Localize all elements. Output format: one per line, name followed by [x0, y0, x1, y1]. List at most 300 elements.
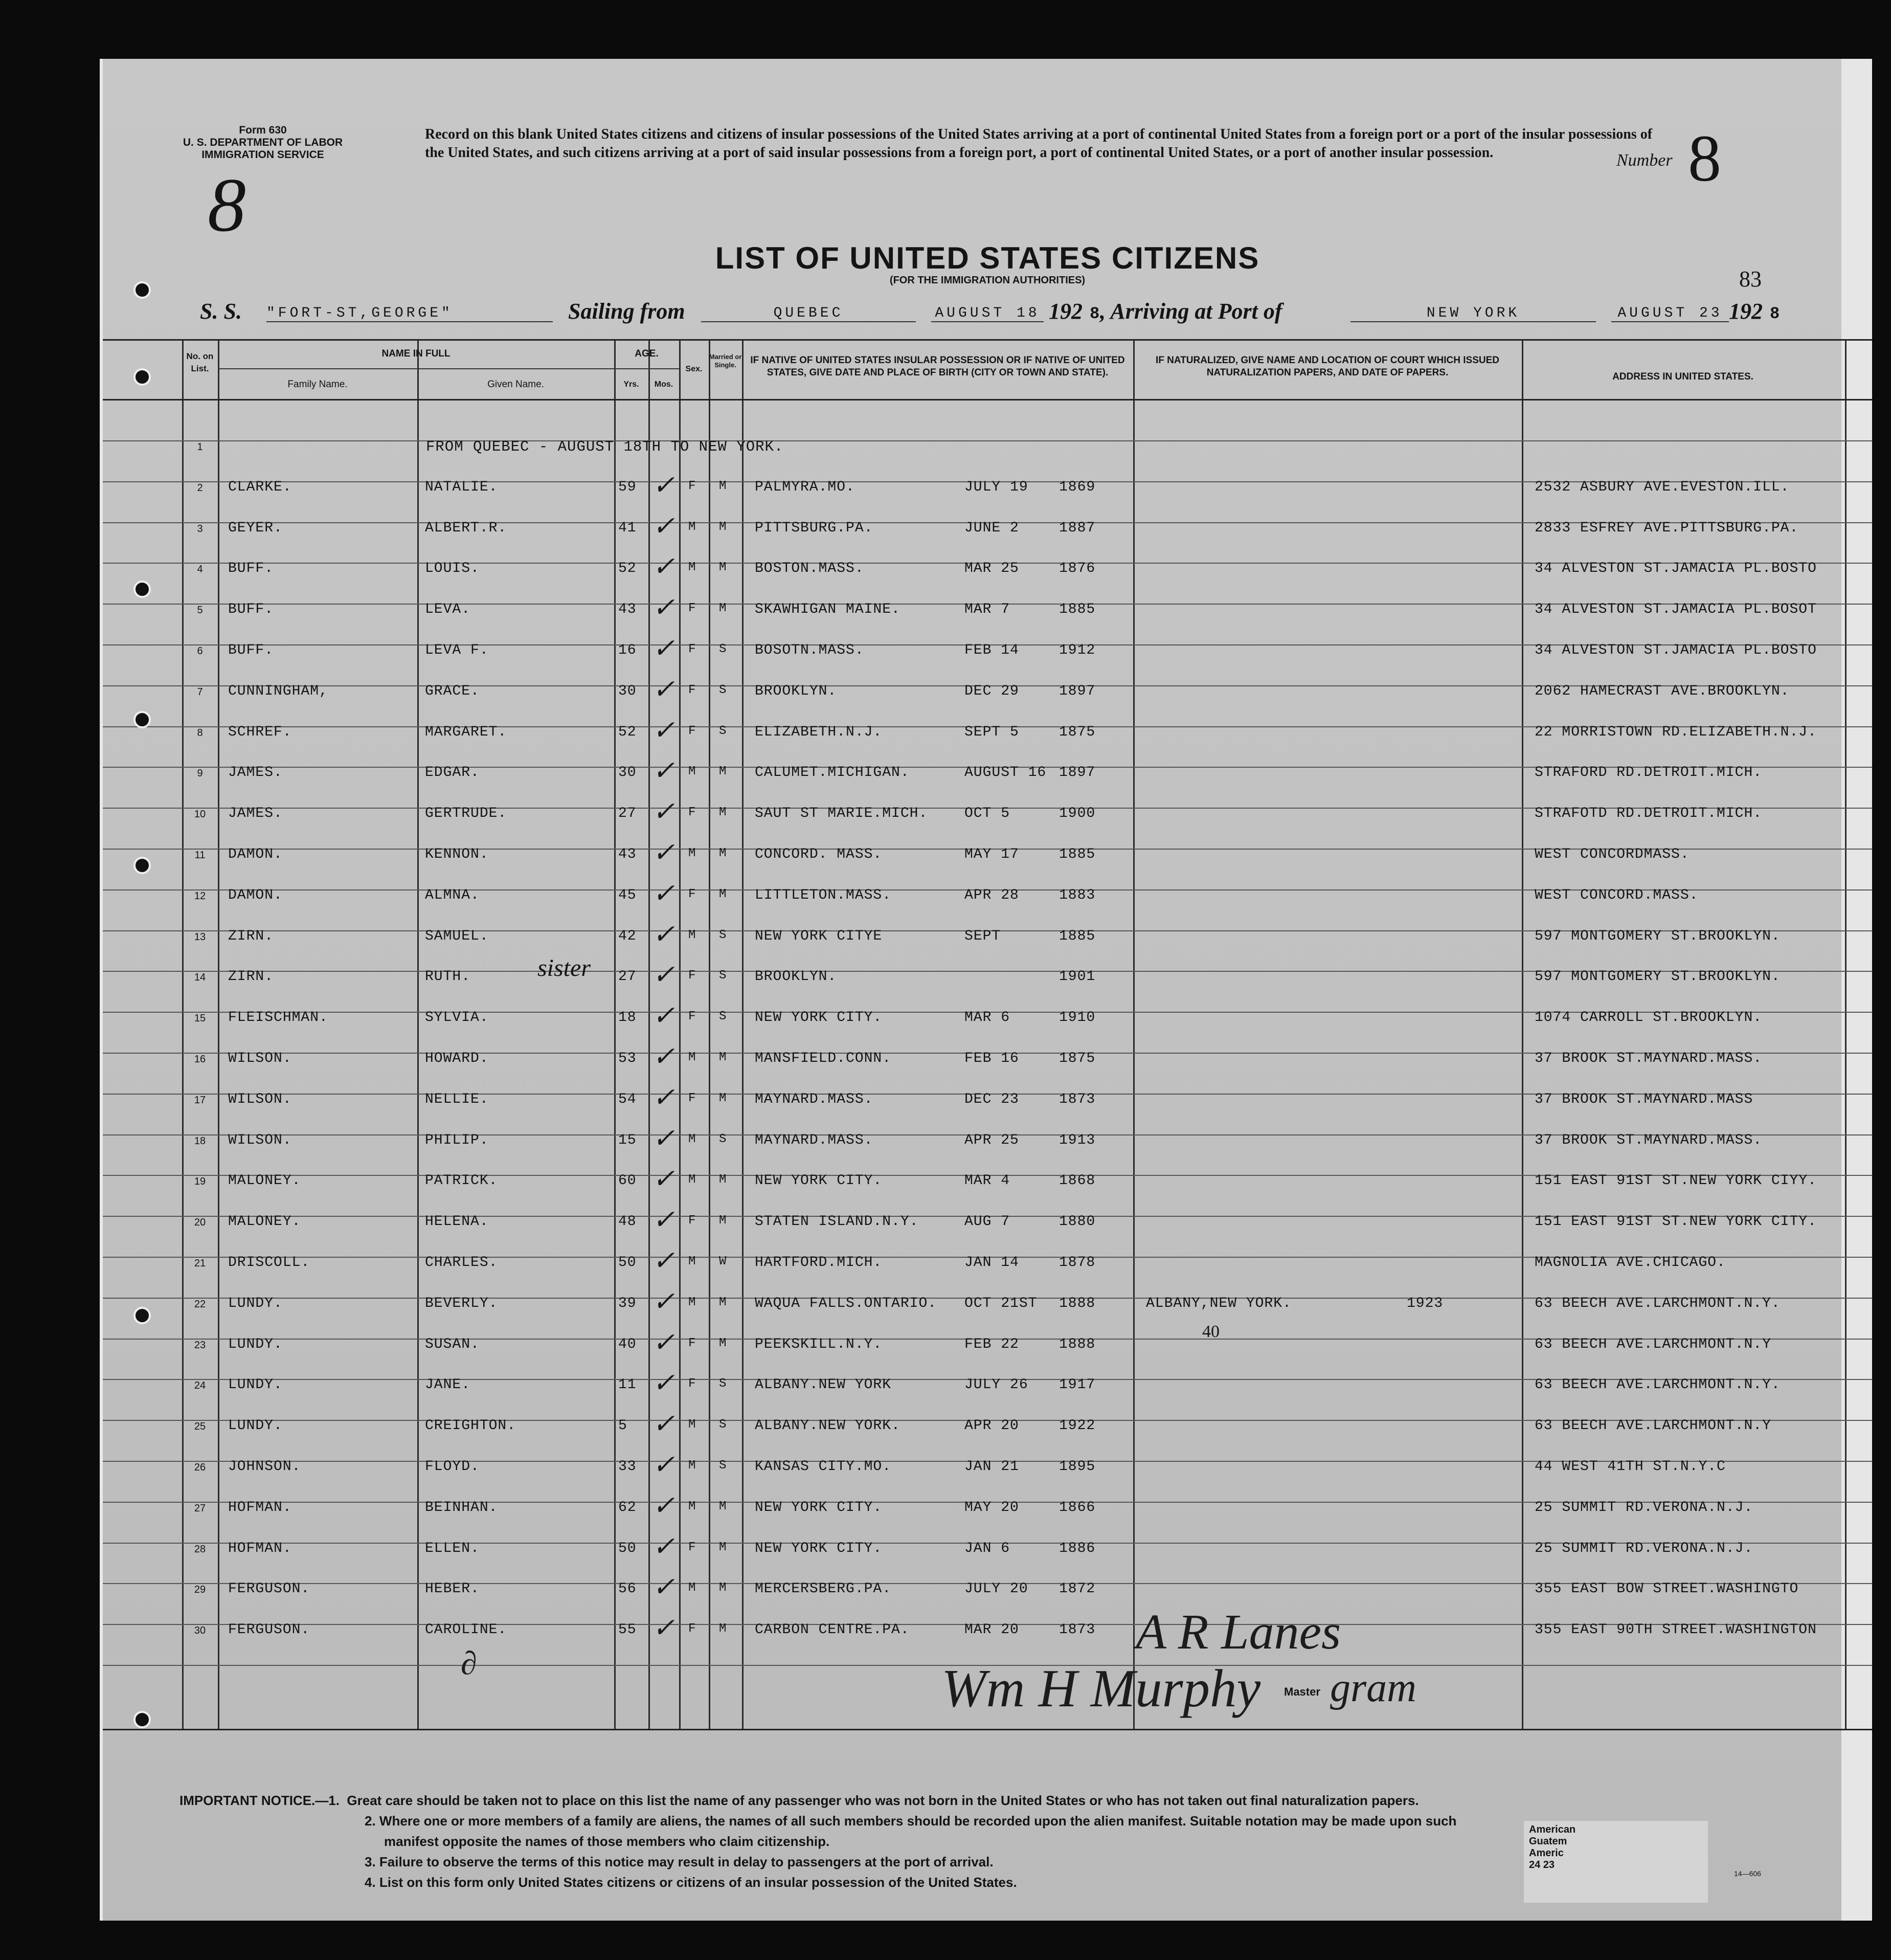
birth-year: 1885 — [1059, 847, 1096, 862]
age-years: 54 — [618, 1091, 637, 1107]
sex: M — [688, 1173, 696, 1187]
checkmark: ✓ — [652, 838, 675, 867]
checkmark: ✓ — [652, 961, 675, 990]
age-years: 33 — [618, 1459, 637, 1475]
birth-year: 1868 — [1059, 1173, 1096, 1189]
birth-year: 1897 — [1059, 765, 1096, 781]
birth-date: JAN 14 — [964, 1255, 1019, 1271]
given-name: HELENA. — [425, 1214, 489, 1230]
col-rule — [1133, 340, 1135, 1729]
checkmark: ✓ — [652, 1491, 675, 1521]
punch-hole — [133, 581, 151, 598]
col-rule — [182, 340, 184, 1729]
age-years: 50 — [618, 1540, 637, 1556]
age-years: 40 — [618, 1336, 637, 1352]
sex: M — [688, 1418, 696, 1432]
sex: F — [688, 969, 696, 983]
address: 2532 ASBURY AVE.EVESTON.ILL. — [1535, 479, 1790, 495]
sex: M — [688, 1255, 696, 1268]
birth-date: FEB 22 — [964, 1336, 1019, 1352]
family-name: WILSON. — [228, 1132, 292, 1148]
family-name: ZIRN. — [228, 969, 274, 985]
family-name: WILSON. — [228, 1091, 292, 1107]
birth-place: HARTFORD.MICH. — [755, 1255, 883, 1271]
given-name: HEBER. — [425, 1581, 480, 1597]
checkmark: ✓ — [652, 1001, 675, 1031]
birth-place: WAQUA FALLS.ONTARIO. — [755, 1295, 937, 1311]
col-rule — [1845, 340, 1847, 1729]
birth-year: 1913 — [1059, 1132, 1096, 1148]
age-years: 15 — [618, 1132, 637, 1148]
marital-status: S — [719, 969, 727, 983]
birth-place: NEW YORK CITY. — [755, 1499, 883, 1516]
given-name: BEINHAN. — [425, 1499, 498, 1516]
marital-status: M — [719, 602, 727, 616]
notice-heading: IMPORTANT NOTICE.—1. — [179, 1793, 340, 1808]
header-address: ADDRESS IN UNITED STATES. — [1612, 371, 1753, 382]
checkmark: ✓ — [652, 756, 675, 786]
header-no-on-list: No. on List. — [186, 351, 214, 373]
row-number: 11 — [194, 850, 206, 861]
marital-status: M — [719, 1499, 727, 1513]
sex: M — [688, 1581, 696, 1595]
row-number: 17 — [194, 1094, 206, 1106]
checkmark: ✓ — [652, 1451, 675, 1480]
birth-year: 1910 — [1059, 1010, 1096, 1026]
family-name: CUNNINGHAM, — [228, 683, 328, 699]
ship-name: "FORT-ST,GEORGE" — [266, 305, 553, 322]
sex: F — [688, 1091, 696, 1105]
address: 151 EAST 91ST ST.NEW YORK CIYY. — [1535, 1173, 1817, 1189]
birth-place: CALUMET.MICHIGAN. — [755, 765, 910, 781]
given-name: JANE. — [425, 1377, 471, 1393]
header-given-name: Given Name. — [487, 379, 544, 390]
address: 37 BROOK ST.MAYNARD.MASS — [1535, 1091, 1753, 1107]
given-name: GERTRUDE. — [425, 806, 507, 822]
given-name: LOUIS. — [425, 561, 480, 577]
birth-date: MAR 6 — [964, 1010, 1010, 1026]
row-number: 22 — [194, 1298, 206, 1310]
sex: F — [688, 1622, 696, 1636]
birth-date: MAR 25 — [964, 561, 1019, 577]
birth-year: 1886 — [1059, 1540, 1096, 1556]
family-name: SCHREF. — [228, 724, 292, 740]
header-yrs: Yrs. — [623, 380, 639, 389]
birth-date: DEC 23 — [964, 1091, 1019, 1107]
birth-year: 1875 — [1059, 1051, 1096, 1066]
punch-hole — [133, 857, 151, 874]
row-number: 25 — [194, 1421, 206, 1433]
manifest-sheet — [100, 59, 1872, 1921]
checkmark: ✓ — [652, 1165, 675, 1194]
address: 63 BEECH AVE.LARCHMONT.N.Y — [1535, 1336, 1771, 1352]
header-age-rule — [614, 368, 679, 369]
given-name: KENNON. — [425, 847, 489, 862]
family-name: BUFF. — [228, 602, 274, 618]
sex: F — [688, 1214, 696, 1228]
birth-place: NEW YORK CITYE — [755, 928, 883, 944]
age-years: 27 — [618, 969, 637, 985]
birth-place: BROOKLYN. — [755, 969, 837, 985]
checkmark: ✓ — [652, 1042, 675, 1072]
header-married-single: Married or Single. — [709, 353, 742, 369]
birth-place: STATEN ISLAND.N.Y. — [755, 1214, 919, 1230]
family-name: HOFMAN. — [228, 1499, 292, 1516]
address: 44 WEST 41TH ST.N.Y.C — [1535, 1459, 1726, 1475]
birth-place: CARBON CENTRE.PA. — [755, 1622, 910, 1638]
checkmark: ✓ — [652, 1083, 675, 1112]
birth-year: 1873 — [1059, 1622, 1096, 1638]
birth-place: MAYNARD.MASS. — [755, 1132, 873, 1148]
given-name: NATALIE. — [425, 479, 498, 495]
family-name: CLARKE. — [228, 479, 292, 495]
given-name: CAROLINE. — [425, 1622, 507, 1638]
form-number: Form 630 — [239, 124, 287, 136]
slip-line: American — [1529, 1824, 1576, 1835]
age-years: 41 — [618, 520, 637, 536]
address: STRAFORD RD.DETROIT.MICH. — [1535, 765, 1763, 781]
age-years: 43 — [618, 847, 637, 862]
birth-year: 1888 — [1059, 1336, 1096, 1352]
checkmark: ✓ — [652, 552, 675, 582]
row-number: 16 — [194, 1054, 206, 1065]
notice-item-2: 2. Where one or more members of a family are aliens, the names of all such members should be recorded upon the alien manifest. Suitable notation may be made upon such — [365, 1813, 1457, 1829]
checkmark: ✓ — [652, 1287, 675, 1317]
age-years: 16 — [618, 642, 637, 658]
birth-date: MAR 4 — [964, 1173, 1010, 1189]
checkmark: ✓ — [652, 471, 675, 500]
page-number: 83 — [1739, 266, 1762, 292]
margin-mark: ∂ — [461, 1645, 477, 1681]
birth-date: SEPT 5 — [964, 724, 1019, 740]
marital-status: M — [719, 1214, 727, 1228]
col-rule — [614, 340, 616, 1729]
sailing-label: Sailing from — [568, 299, 685, 324]
marital-status: S — [719, 1377, 727, 1391]
birth-place: BOSTON.MASS. — [755, 561, 864, 577]
birth-date: JULY 26 — [964, 1377, 1028, 1393]
department-label: U. S. DEPARTMENT OF LABOR — [183, 137, 343, 148]
inspector-signature: Wm H Murphy — [941, 1658, 1261, 1718]
marital-status: S — [719, 1132, 727, 1146]
notice-item-4: 4. List on this form only United States citizens or citizens of an insular possession of the United States. — [365, 1875, 1017, 1890]
page-title: LIST OF UNITED STATES CITIZENS — [715, 241, 1260, 275]
birth-place: MANSFIELD.CONN. — [755, 1051, 892, 1066]
marital-status: M — [719, 1336, 727, 1350]
checkmark: ✓ — [652, 716, 675, 745]
service-label: IMMIGRATION SERVICE — [201, 149, 324, 161]
birth-date: APR 25 — [964, 1132, 1019, 1148]
sailing-port: QUEBEC — [701, 305, 916, 322]
handwritten-sheet-number: 8 — [208, 163, 246, 248]
row-number: 26 — [194, 1462, 206, 1473]
address: STRAFOTD RD.DETROIT.MICH. — [1535, 806, 1763, 822]
given-name: CREIGHTON. — [425, 1418, 516, 1434]
row-number: 3 — [197, 523, 203, 534]
checkmark: ✓ — [652, 1369, 675, 1398]
row-number: 4 — [197, 564, 203, 575]
birth-date: MAR 20 — [964, 1622, 1019, 1638]
marital-status: M — [719, 887, 727, 901]
age-years: 60 — [618, 1173, 637, 1189]
arrival-year-digit: 8 — [1770, 304, 1780, 323]
family-name: FERGUSON. — [228, 1622, 310, 1638]
table-top-rule — [103, 339, 1872, 341]
row-number: 8 — [197, 727, 203, 739]
ss-label: S. S. — [200, 299, 242, 324]
sex: F — [688, 1377, 696, 1391]
sailing-year-digit: 8 — [1090, 304, 1100, 323]
marital-status: M — [719, 765, 727, 779]
family-name: HOFMAN. — [228, 1540, 292, 1556]
row-number: 18 — [194, 1135, 206, 1147]
birth-date: MAR 7 — [964, 602, 1010, 618]
birth-date: FEB 14 — [964, 642, 1019, 658]
birth-date: OCT 21ST — [964, 1295, 1038, 1311]
row-number: 12 — [194, 890, 206, 902]
sex: M — [688, 520, 696, 534]
checkmark: ✓ — [652, 675, 675, 704]
given-name: NELLIE. — [425, 1091, 489, 1107]
given-name: BEVERLY. — [425, 1295, 498, 1311]
notice-item-3: 3. Failure to observe the terms of this notice may result in delay to passengers at the port of arrival. — [365, 1854, 994, 1869]
birth-year: 1888 — [1059, 1295, 1096, 1311]
birth-year: 1885 — [1059, 928, 1096, 944]
birth-date: MAY 20 — [964, 1499, 1019, 1516]
birth-place: NEW YORK CITY. — [755, 1010, 883, 1026]
birth-year: 1876 — [1059, 561, 1096, 577]
row-number: 24 — [194, 1380, 206, 1392]
sex: M — [688, 1132, 696, 1146]
sex: M — [688, 1459, 696, 1473]
given-name: ELLEN. — [425, 1540, 480, 1556]
birth-date: APR 20 — [964, 1418, 1019, 1434]
birth-date: SEPT — [964, 928, 1001, 944]
address: 34 ALVESTON ST.JAMACIA PL.BOSOT — [1535, 602, 1817, 618]
sex: M — [688, 928, 696, 942]
age-years: 48 — [618, 1214, 637, 1230]
family-name: DAMON. — [228, 887, 283, 903]
birth-place: BROOKLYN. — [755, 683, 837, 699]
address: 63 BEECH AVE.LARCHMONT.N.Y. — [1535, 1377, 1781, 1393]
row-number: 20 — [194, 1217, 206, 1229]
given-name: SYLVIA. — [425, 1010, 489, 1026]
row-number: 14 — [194, 972, 206, 984]
marital-status: S — [719, 683, 727, 697]
birth-year: 1922 — [1059, 1418, 1096, 1434]
punch-hole — [133, 1711, 151, 1728]
sex: F — [688, 602, 696, 616]
marital-status: M — [719, 1622, 727, 1636]
arrival-year-prefix: 192 — [1729, 299, 1763, 324]
age-years: 50 — [618, 1255, 637, 1271]
birth-year: 1872 — [1059, 1581, 1096, 1597]
col-rule — [709, 340, 710, 1729]
header-name-in-full: NAME IN FULL — [381, 348, 451, 359]
given-name: LEVA F. — [425, 642, 489, 658]
col-rule — [742, 340, 744, 1729]
address: 2062 HAMECRAST AVE.BROOKLYN. — [1535, 683, 1790, 699]
address: WEST CONCORD.MASS. — [1535, 887, 1699, 903]
row-number: 28 — [194, 1543, 206, 1555]
marital-status: M — [719, 479, 727, 493]
marital-status: S — [719, 724, 727, 738]
marital-status: M — [719, 561, 727, 575]
arrival-port: NEW YORK — [1350, 305, 1596, 322]
checkmark: ✓ — [652, 1246, 675, 1276]
birth-place: ALBANY.NEW YORK. — [755, 1418, 901, 1434]
arrival-date: AUGUST 23 — [1611, 305, 1729, 322]
family-name: JAMES. — [228, 765, 283, 781]
birth-year: 1887 — [1059, 520, 1096, 536]
birth-place: NEW YORK CITY. — [755, 1173, 883, 1189]
checkmark: ✓ — [652, 920, 675, 949]
handwritten-code-40: 40 — [1202, 1322, 1220, 1341]
notice-item-1: Great care should be taken not to place on this list the name of any passenger who was not born in the United States or who has not taken out final naturalization papers. — [347, 1793, 1419, 1808]
sex: F — [688, 724, 696, 738]
age-years: 62 — [618, 1499, 637, 1516]
birth-date: JAN 21 — [964, 1459, 1019, 1475]
form-identifier — [178, 124, 347, 161]
number-label: Number — [1616, 151, 1673, 170]
birth-date: AUGUST 16 — [964, 765, 1047, 781]
naturalization-year: 1923 — [1407, 1295, 1444, 1311]
checkmark: ✓ — [652, 1614, 675, 1643]
address: 355 EAST 90TH STREET.WASHINGTON — [1535, 1622, 1817, 1638]
row-number: 13 — [194, 931, 206, 943]
birth-place: PEEKSKILL.N.Y. — [755, 1336, 883, 1352]
handwritten-sister-note: sister — [537, 954, 591, 982]
header-subrule — [218, 368, 614, 369]
slip-numbers: 24 23 — [1529, 1859, 1555, 1870]
marital-status: S — [719, 642, 727, 656]
row-number: 9 — [197, 768, 203, 779]
row-number: 30 — [194, 1625, 206, 1637]
address: 1074 CARROLL ST.BROOKLYN. — [1535, 1010, 1763, 1026]
birth-place: KANSAS CITY.MO. — [755, 1459, 892, 1475]
address: 37 BROOK ST.MAYNARD.MASS. — [1535, 1051, 1763, 1066]
birth-place: SKAWHIGAN MAINE. — [755, 602, 901, 618]
family-name: BUFF. — [228, 642, 274, 658]
checkmark: ✓ — [652, 1573, 675, 1602]
punch-hole — [133, 281, 151, 299]
age-years: 59 — [618, 479, 637, 495]
header-naturalized: IF NATURALIZED, GIVE NAME AND LOCATION OF COURT WHICH ISSUED NATURALIZATION PAPERS, AND DATE OF PAPERS. — [1155, 355, 1499, 378]
row-number: 10 — [194, 809, 206, 820]
given-name: MARGARET. — [425, 724, 507, 740]
family-name: GEYER. — [228, 520, 283, 536]
birth-year: 1900 — [1059, 806, 1096, 822]
address: 63 BEECH AVE.LARCHMONT.N.Y — [1535, 1418, 1771, 1434]
sex: M — [688, 847, 696, 860]
row-number: 1 — [197, 441, 203, 453]
birth-date: FEB 16 — [964, 1051, 1019, 1066]
family-name: DAMON. — [228, 847, 283, 862]
given-name: ALMNA. — [425, 887, 480, 903]
family-name: LUNDY. — [228, 1418, 283, 1434]
given-name: HOWARD. — [425, 1051, 489, 1066]
given-name: ALBERT.R. — [425, 520, 507, 536]
sex: F — [688, 806, 696, 820]
birth-date: JULY 19 — [964, 479, 1028, 495]
family-name: JAMES. — [228, 806, 283, 822]
marital-status: M — [719, 1295, 727, 1309]
birth-date: JAN 6 — [964, 1540, 1010, 1556]
age-years: 45 — [618, 887, 637, 903]
checkmark: ✓ — [652, 511, 675, 541]
given-name: FLOYD. — [425, 1459, 480, 1475]
address: 37 BROOK ST.MAYNARD.MASS. — [1535, 1132, 1763, 1148]
family-name: ZIRN. — [228, 928, 274, 944]
birth-year: 1883 — [1059, 887, 1096, 903]
row-number: 19 — [194, 1176, 206, 1188]
given-name: RUTH. — [425, 969, 471, 985]
marital-status: W — [719, 1255, 727, 1268]
birth-year: 1866 — [1059, 1499, 1096, 1516]
sex: M — [688, 1499, 696, 1513]
sex: F — [688, 642, 696, 656]
birth-year: 1901 — [1059, 969, 1096, 985]
address: WEST CONCORDMASS. — [1535, 847, 1690, 862]
master-signature: A R Lanes — [1136, 1605, 1341, 1660]
row-number: 7 — [197, 686, 203, 698]
col-rule — [648, 340, 650, 1729]
address: 25 SUMMIT RD.VERONA.N.J. — [1535, 1499, 1753, 1516]
given-name: CHARLES. — [425, 1255, 498, 1271]
number-value: 8 — [1688, 122, 1721, 195]
checkmark: ✓ — [652, 1532, 675, 1562]
sex: M — [688, 561, 696, 575]
form-code: 14—606 — [1734, 1869, 1761, 1878]
birth-place: MAYNARD.MASS. — [755, 1091, 873, 1107]
sailing-year-prefix: 192 — [1049, 299, 1083, 324]
sex: F — [688, 683, 696, 697]
checkmark: ✓ — [652, 1328, 675, 1357]
birth-place: MERCERSBERG.PA. — [755, 1581, 892, 1597]
address: 63 BEECH AVE.LARCHMONT.N.Y. — [1535, 1295, 1781, 1311]
birth-place: LITTLETON.MASS. — [755, 887, 892, 903]
row-number: 2 — [197, 482, 203, 494]
sex: F — [688, 887, 696, 901]
given-name: SUSAN. — [425, 1336, 480, 1352]
marital-status: M — [719, 806, 727, 820]
naturalization-court: ALBANY,NEW YORK. — [1146, 1295, 1292, 1311]
voyage-line — [200, 298, 1836, 329]
sex: M — [688, 1295, 696, 1309]
family-name: DRISCOLL. — [228, 1255, 310, 1271]
birth-place: NEW YORK CITY. — [755, 1540, 883, 1556]
row-rule — [103, 440, 1872, 441]
family-name: WILSON. — [228, 1051, 292, 1066]
birth-place: SAUT ST MARIE.MICH. — [755, 806, 928, 822]
age-years: 30 — [618, 683, 637, 699]
family-name: JOHNSON. — [228, 1459, 301, 1475]
row-number: 23 — [194, 1339, 206, 1351]
checkmark: ✓ — [652, 634, 675, 663]
birth-place: ALBANY.NEW YORK — [755, 1377, 892, 1393]
given-name: LEVA. — [425, 602, 471, 618]
birth-place: BOSOTN.MASS. — [755, 642, 864, 658]
col-rule — [1522, 340, 1523, 1729]
sex: F — [688, 1010, 696, 1024]
marital-status: M — [719, 847, 727, 860]
family-name: FLEISCHMAN. — [228, 1010, 328, 1026]
age-years: 52 — [618, 724, 637, 740]
address: 22 MORRISTOWN RD.ELIZABETH.N.J. — [1535, 724, 1817, 740]
birth-year: 1869 — [1059, 479, 1096, 495]
punch-hole — [133, 368, 151, 386]
birth-date: JUNE 2 — [964, 520, 1019, 536]
